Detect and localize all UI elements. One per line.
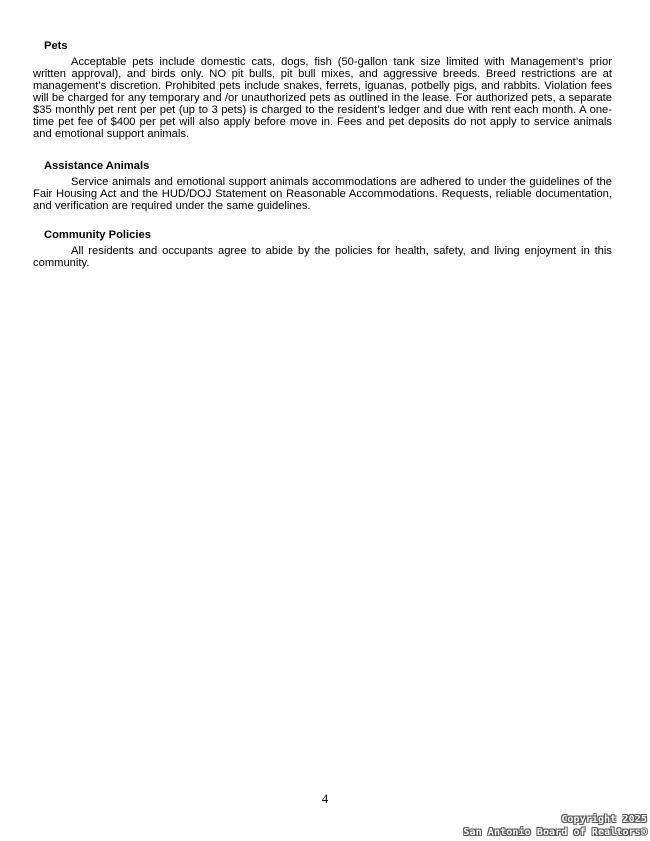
community-policies-heading: Community Policies [44,229,151,241]
assistance-animals-heading: Assistance Animals [44,160,150,172]
copyright-line: Copyright 2025 [561,814,647,825]
pets-heading: Pets [44,40,68,52]
copyright-organization: San Antonio Board of Realtors® [463,827,647,838]
assistance-animals-section [33,160,612,212]
assistance-animals-paragraph: Service animals and emotional support animals accommodations are adhered to under the guidelines of the Fair Housing Act and the HUD/DOJ Statement on Reasonable Accommodations. Requests, reliable documentation, and verification are required under the same guidelines. [33,176,612,212]
community-policies-paragraph: All residents and occupants agree to abide by the policies for health, safety, and living enjoyment in this community. [33,245,612,269]
copyright-watermark [463,813,647,839]
community-policies-section [33,229,612,269]
page-number: 4 [321,791,329,806]
pets-section [33,40,612,140]
pets-paragraph: Acceptable pets include domestic cats, dogs, fish (50-gallon tank size limited with Management’s prior written approval), and birds only. NO pit bulls, pit bull mixes, and aggressive breeds. Breed restrictions are at management’s discretion. Prohibited pets include snakes, ferrets, iguanas, potbelly pigs, and rabbits. Violation fees will be charged for any temporary and /or unauthorized pets as outlined in the lease. For authorized pets, a separate $35 monthly pet rent per pet (up to 3 pets) is charged to the resident’s ledger and due with rent each month. A one-time pet fee of $400 per pet will also apply before move in. Fees and pet deposits do not apply to service animals and emotional support animals. [33,56,612,140]
